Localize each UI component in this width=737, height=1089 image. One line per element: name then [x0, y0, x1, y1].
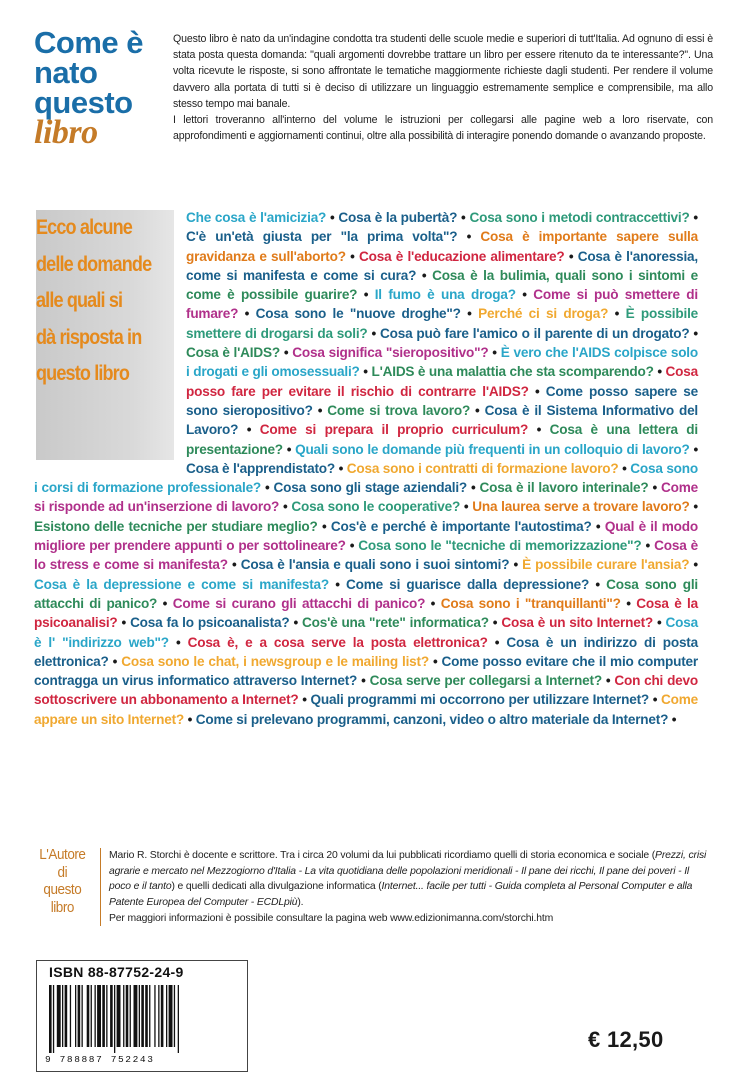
- questions-list: [34, 208, 698, 729]
- question-separator: •: [357, 287, 375, 303]
- question-separator: •: [689, 325, 698, 341]
- barcode-bar: [154, 985, 155, 1047]
- question-separator: •: [457, 210, 470, 225]
- question-item: Cosa è l'ansia e quali sono i suoi sintomi?: [240, 557, 510, 573]
- origin-title-line: nato: [34, 55, 98, 90]
- barcode-bar: [141, 985, 144, 1047]
- question-separator: •: [168, 634, 188, 650]
- question-separator: •: [279, 499, 292, 515]
- question-item: Cosa sono i "tranquillanti"?: [440, 595, 621, 611]
- barcode-bar: [70, 985, 71, 1047]
- author-bio-paragraph: [109, 848, 709, 911]
- question-separator: •: [345, 248, 360, 264]
- question-item: Come si prepara il proprio curriculum?: [259, 422, 529, 438]
- question-separator: •: [528, 422, 550, 438]
- question-separator: •: [108, 653, 122, 669]
- origin-title-line: questo: [34, 85, 133, 120]
- question-separator: •: [591, 518, 605, 534]
- question-separator: •: [509, 557, 523, 573]
- author-divider: [100, 848, 101, 926]
- question-item: Cosa è l'educazione alimentare?: [359, 248, 565, 264]
- question-separator: •: [689, 210, 698, 225]
- question-separator: •: [618, 460, 631, 476]
- author-bio: [109, 848, 709, 927]
- question-item: Cosa fa lo psicoanalista?: [130, 615, 290, 631]
- questions-heading-line: dà risposta in: [36, 325, 142, 349]
- question-item: Cosa è l' "indirizzo web"?: [34, 615, 698, 650]
- question-separator: •: [335, 460, 347, 476]
- question-item: L'AIDS è una malattia che sta scomparendo?: [371, 364, 654, 380]
- barcode-bar: [123, 985, 124, 1047]
- author-end: ).: [297, 897, 304, 909]
- barcode-bar: [106, 985, 107, 1047]
- barcode-bar: [62, 985, 63, 1047]
- question-separator: •: [457, 229, 481, 245]
- question-item: Cosa sono gli attacchi di panico?: [34, 576, 698, 611]
- question-item: Cosa può fare l'amico o il parente di un drogato?: [380, 325, 690, 341]
- question-separator: •: [359, 364, 372, 380]
- questions-heading-line: alle quali si: [36, 289, 123, 312]
- question-separator: •: [608, 306, 626, 322]
- question-separator: •: [641, 538, 655, 554]
- question-item: Come si risponde ad un'inserzione di lavoro?: [34, 480, 699, 515]
- question-item: Cosa è l'AIDS?: [186, 345, 280, 361]
- barcode-bar: [145, 985, 148, 1047]
- barcode-bar: [57, 985, 61, 1047]
- question-separator: •: [488, 615, 502, 631]
- question-item: È vero che l'AIDS colpisce solo i drogati e gli omosessuali?: [186, 345, 698, 380]
- question-separator: •: [649, 692, 662, 708]
- question-item: Cosa è, e a cosa serve la posta elettronica?: [187, 634, 488, 650]
- barcode-bar: [65, 985, 68, 1047]
- question-separator: •: [648, 480, 662, 496]
- question-item: Cosa è l'apprendistato?: [186, 460, 335, 476]
- question-item: È possibile curare l'ansia?: [522, 557, 690, 573]
- question-separator: •: [157, 595, 173, 611]
- question-item: Cosa è la pubertà?: [338, 210, 458, 225]
- question-separator: •: [282, 441, 296, 457]
- author-label-line: questo: [43, 881, 82, 898]
- question-item: Cosa è una lettera di presentazione?: [186, 422, 698, 457]
- question-item: Cos'è una "rete" informatica?: [302, 615, 489, 631]
- question-separator: •: [279, 345, 293, 361]
- question-separator: •: [653, 615, 666, 631]
- question-separator: •: [620, 595, 637, 611]
- barcode-box: [36, 960, 248, 1072]
- question-item: Cosa significa "sieropositivo"?: [292, 345, 489, 361]
- question-separator: •: [564, 248, 578, 264]
- heading-spacer: [34, 208, 186, 460]
- question-separator: •: [689, 557, 698, 573]
- question-separator: •: [238, 306, 256, 322]
- author-it-titles: Internet... facile per tutti - Guida completa al Personal Computer e alla Patente Europea del Computer - ECDLpiù: [109, 881, 693, 909]
- origin-title-accent: libro: [34, 114, 98, 151]
- barcode-bar: [75, 985, 76, 1047]
- question-item: Esistono delle tecniche per studiare meglio?: [34, 518, 318, 534]
- question-item: Come si guarisce dalla depressione?: [346, 576, 590, 592]
- question-separator: •: [345, 538, 359, 554]
- origin-description: [173, 31, 713, 144]
- author-label: [34, 846, 91, 916]
- question-item: Quali programmi mi occorrono per utilizzare Internet?: [310, 692, 650, 708]
- question-separator: •: [488, 345, 501, 361]
- question-item: Come si curano gli attacchi di panico?: [172, 595, 426, 611]
- origin-title: [34, 25, 164, 151]
- question-item: Cosa è importante sapere sulla gravidanza e sull'aborto?: [186, 229, 698, 264]
- question-separator: •: [589, 576, 607, 592]
- question-separator: •: [289, 615, 302, 631]
- origin-paragraph: I lettori troveranno all'interno del volume le istruzioni per collegarsi alle pagine web a loro riservate, con approfondimenti e aggiornamenti continui, oltre alla possibilità di interagire ponendo domande o avanzando proposte.: [173, 114, 713, 143]
- question-item: Con chi devo sottoscrivere un abbonamento a Internet?: [34, 673, 698, 708]
- barcode-image: [47, 985, 237, 1053]
- question-separator: •: [227, 557, 241, 573]
- barcode-digits: 9 788887 752243: [45, 1054, 155, 1065]
- barcode-bar: [161, 985, 164, 1047]
- author-econ-titles: Prezzi, crisi agrarie e mercato nel Mezzogiorno d'Italia - La vita quotidiana delle popolazioni meridionali - Il pane dei ricchi, Il pane dei poveri - Il poco e il tanto: [109, 850, 707, 893]
- question-item: Cos'è e perché è importante l'autostima?: [330, 518, 592, 534]
- question-item: Come posso evitare che il mio computer contragga un virus informatico attraverso Internet?: [34, 653, 698, 689]
- barcode-bar: [178, 985, 179, 1053]
- question-item: Perché ci si droga?: [478, 306, 609, 322]
- question-item: Cosa è la psicoanalisi?: [34, 595, 698, 631]
- question-separator: •: [470, 402, 485, 418]
- author-label-line: di: [57, 863, 68, 881]
- question-item: Cosa è l'anoressia, come si manifesta e come si cura?: [186, 248, 698, 283]
- barcode-bar: [97, 985, 101, 1047]
- barcode-bar: [53, 985, 54, 1053]
- questions-heading-line: Ecco alcune: [36, 216, 132, 239]
- question-separator: •: [689, 441, 699, 457]
- question-separator: •: [668, 711, 677, 727]
- question-separator: •: [238, 422, 260, 438]
- barcode-bar: [117, 985, 121, 1047]
- question-item: Come si può smettere di fumare?: [186, 287, 698, 322]
- barcode-bar: [91, 985, 92, 1047]
- question-item: Cosa sono le chat, i newsgroup e le mailing list?: [121, 653, 429, 669]
- question-separator: •: [428, 653, 442, 669]
- barcode-bar: [139, 985, 140, 1047]
- barcode-bar: [49, 985, 52, 1053]
- question-item: Cosa sono i contratti di formazione lavoro?: [346, 460, 619, 476]
- question-item: Cosa è un sito Internet?: [501, 615, 654, 631]
- question-separator: •: [515, 287, 534, 303]
- question-separator: •: [329, 576, 347, 592]
- question-item: Cosa è un indirizzo di posta elettronica?: [34, 634, 698, 669]
- isbn-text: ISBN 88-87752-24-9: [49, 964, 184, 980]
- question-separator: •: [601, 673, 615, 689]
- barcode-bar: [158, 985, 159, 1047]
- barcode-bar: [130, 985, 131, 1047]
- question-separator: •: [487, 634, 507, 650]
- barcode-bar: [114, 985, 115, 1053]
- question-item: Quali sono le domande più frequenti in un colloquio di lavoro?: [295, 441, 690, 457]
- barcode-bar: [126, 985, 129, 1047]
- barcode-bar: [174, 985, 175, 1047]
- question-item: Cosa è il lavoro interinale?: [479, 480, 649, 496]
- question-item: Come posso sapere se sono sieropositivo?: [186, 383, 698, 418]
- question-item: Cosa sono le cooperative?: [291, 499, 461, 515]
- question-item: Qual è il modo migliore per prendere appunti o per sottolineare?: [34, 518, 698, 554]
- question-item: Cosa sono le "nuove droghe"?: [255, 306, 461, 322]
- question-item: Cosa sono le "tecniche di memorizzazione"?: [358, 538, 642, 554]
- question-item: Cosa è il Sistema Informativo del Lavoro?: [186, 402, 699, 438]
- barcode-bar: [95, 985, 96, 1047]
- question-separator: •: [312, 402, 328, 418]
- barcode-bar: [169, 985, 173, 1047]
- question-item: Come appare un sito Internet?: [34, 692, 699, 727]
- question-item: Cosa è la bulimia, quali sono i sintomi e come è possibile guarire?: [186, 267, 699, 303]
- question-item: Cosa è lo stress e come si manifesta?: [34, 538, 698, 573]
- question-item: Che cosa è l'amicizia?: [186, 210, 327, 225]
- author-label-line: L'Autore: [39, 846, 86, 863]
- questions-heading-line: delle domande: [36, 252, 152, 276]
- author-intro: Mario R. Storchi è docente e scrittore. Tra i circa 20 volumi da lui pubblicati ricordiamo quelli di storia economica e sociale (: [109, 850, 656, 861]
- question-separator: •: [528, 383, 546, 399]
- barcode-bar: [87, 985, 90, 1047]
- barcode-bar: [110, 985, 113, 1047]
- question-separator: •: [326, 210, 339, 225]
- question-separator: •: [184, 711, 196, 727]
- barcode-bar: [166, 985, 167, 1047]
- question-item: Cosa è la depressione e come si manifesta?: [34, 576, 329, 592]
- question-separator: •: [367, 325, 380, 341]
- question-separator: •: [261, 480, 274, 496]
- barcode-bar: [134, 985, 138, 1047]
- question-separator: •: [653, 364, 666, 380]
- question-separator: •: [357, 673, 370, 689]
- question-separator: •: [467, 480, 480, 496]
- question-separator: •: [460, 306, 479, 322]
- question-item: Cosa posso fare per evitare il rischio di contrarre l'AIDS?: [186, 364, 698, 399]
- barcode-bar: [78, 985, 81, 1047]
- author-middle: ) e quelli dedicati alla divulgazione informatica (: [171, 881, 382, 893]
- origin-title-line: Come è: [34, 25, 143, 60]
- question-separator: •: [117, 615, 131, 631]
- question-separator: •: [689, 499, 698, 515]
- question-separator: •: [317, 518, 331, 534]
- question-item: Come si prelevano programmi, canzoni, video o altro materiale da Internet?: [195, 711, 669, 727]
- question-item: Una laurea serve a trovare lavoro?: [472, 499, 690, 515]
- origin-paragraph: Questo libro è nato da un'indagine condotta tra studenti delle scuole medie e superiori di tutt'Italia. Ad ognuno di essi è stata posta questa domanda: "quali argomenti dovrebbe trattare un libro per essere ritenuto da te interessante?". Una volta ricevute le risposte, si sono affrontate le tematiche maggiormente richieste dagli studenti. Per rendere il volume davvero alla portata di tutti si è deciso di utilizzare un linguaggio estremamente semplice e comprensibile, ma allo stesso tempo mai banale.: [173, 33, 713, 110]
- question-item: C'è un'età giusta per "la prima volta"?: [186, 229, 458, 245]
- question-item: Il fumo è una droga?: [374, 287, 516, 303]
- question-item: Cosa sono i metodi contraccettivi?: [469, 210, 690, 225]
- question-item: È possibile smettere di drogarsi da soli?: [186, 306, 698, 341]
- author-label-line: libro: [50, 898, 74, 916]
- question-item: Cosa sono gli stage aziendali?: [273, 480, 468, 496]
- price: € 12,50: [588, 1027, 664, 1052]
- question-separator: •: [460, 499, 473, 515]
- question-separator: •: [425, 595, 441, 611]
- question-item: Come si trova lavoro?: [327, 402, 471, 418]
- barcode-bar: [102, 985, 105, 1047]
- question-separator: •: [416, 267, 433, 283]
- barcode-bar: [82, 985, 83, 1047]
- question-separator: •: [298, 692, 311, 708]
- author-web-line: Per maggiori informazioni è possibile consultare la pagina web www.edizionimanna.com/storchi.htm: [109, 912, 554, 924]
- question-item: Cosa serve per collegarsi a Internet?: [369, 673, 602, 689]
- question-item: Cosa sono i corsi di formazione professionale?: [34, 460, 698, 496]
- questions-heading-line: questo libro: [36, 362, 130, 385]
- barcode-bar: [149, 985, 150, 1047]
